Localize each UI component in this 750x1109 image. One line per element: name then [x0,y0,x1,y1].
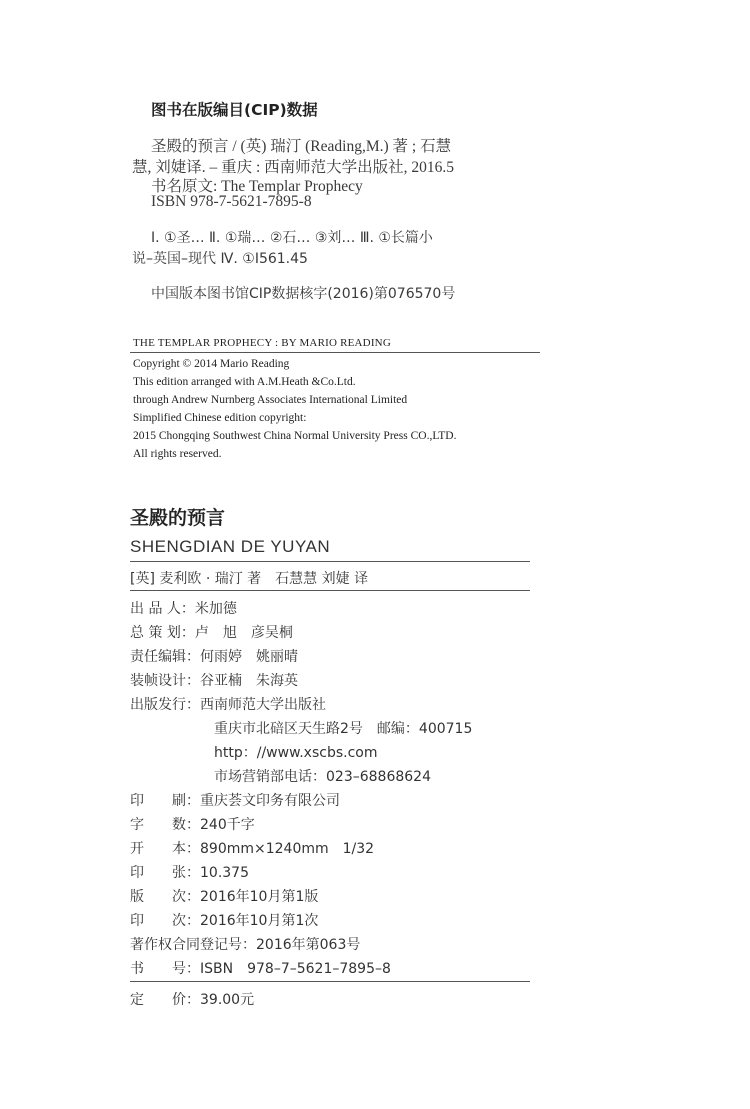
format-value: 890mm×1240mm 1/32 [200,841,375,857]
english-line-2: This edition arranged with A.M.Heath &Co.Ltd. [133,376,356,388]
format-label: 开 本： [130,841,200,857]
cip-heading: 图书在版编目(CIP)数据 [151,101,318,119]
editor-label: 责任编辑： [130,649,200,665]
design-row [130,670,298,690]
words-label: 字 数： [130,817,200,833]
producer-value: 米加德 [194,601,237,617]
sheets-value: 10.375 [200,865,249,881]
words-row [130,814,255,834]
cip-line-4: ISBN 978-7-5621-7895-8 [151,193,312,210]
english-line-5: 2015 Chongqing Southwest China Normal University Press CO.,LTD. [133,430,457,442]
english-line-3: through Andrew Nurnberg Associates International Limited [133,394,408,406]
design-value: 谷亚楠 朱海英 [200,673,298,689]
print-label: 印 刷： [130,793,200,809]
print-value: 重庆荟文印务有限公司 [200,793,340,809]
price-value: 39.00元 [200,992,255,1008]
planner-label: 总 策 划： [130,625,195,641]
copyright-reg-row [130,934,360,954]
address-line: 重庆市北碚区天生路2号 邮编：400715 [214,721,473,737]
cip-line-7: 中国版本图书馆CIP数据核字(2016)第076570号 [151,286,456,302]
english-title-line: THE TEMPLAR PROPHECY : BY MARIO READING [133,337,391,349]
cip-line-2: 慧, 刘婕译. – 重庆 : 西南师范大学出版社, 2016.5 [132,159,455,176]
cip-line-3: 书名原文: The Templar Prophecy [151,178,363,195]
format-row [130,838,374,858]
book-pinyin: SHENGDIAN DE YUYAN [130,537,331,556]
impression-label: 印 次： [130,913,200,929]
cip-line-5: Ⅰ. ①圣… Ⅱ. ①瑞… ②石… ③刘… Ⅲ. ①长篇小 [151,230,433,246]
divider-2 [130,561,530,562]
book-title: 圣殿的预言 [130,507,226,529]
isbn-label: 书 号： [130,961,200,977]
publisher-value: 西南师范大学出版社 [200,697,326,713]
english-line-6: All rights reserved. [133,448,222,460]
price-row [130,989,254,1009]
words-value: 240千字 [200,817,255,833]
editor-row [130,646,298,666]
sheets-label: 印 张： [130,865,200,881]
isbn-row [130,958,391,978]
divider-4 [130,981,530,982]
copyright-reg-value: 2016年第063号 [256,937,361,953]
divider-3 [130,590,530,591]
planner-row [130,622,293,642]
copyright-reg-label: 著作权合同登记号： [130,937,256,953]
publisher-row [130,694,326,714]
print-row [130,790,340,810]
divider-1 [130,352,540,353]
producer-row [130,598,237,618]
edition-label: 版 次： [130,889,200,905]
english-line-1: Copyright © 2014 Mario Reading [133,358,290,370]
cip-line-1: 圣殿的预言 / (英) 瑞汀 (Reading,M.) 著 ; 石慧 [151,138,452,155]
english-line-4: Simplified Chinese edition copyright: [133,412,307,424]
design-label: 装帧设计： [130,673,200,689]
isbn-value: ISBN 978–7–5621–7895–8 [200,961,391,977]
edition-row [130,886,318,906]
planner-value: 卢 旭 彦吴桐 [194,625,293,641]
phone-line: 市场营销部电话：023–68868624 [214,769,431,785]
book-credit: [英] 麦利欧 · 瑞汀 著 石慧慧 刘婕 译 [130,571,369,587]
producer-label: 出 品 人： [130,601,195,617]
impression-value: 2016年10月第1次 [200,913,319,929]
website-line: http：//www.xscbs.com [214,745,378,761]
sheets-row [130,862,249,882]
edition-value: 2016年10月第1版 [200,889,319,905]
publisher-label: 出版发行： [130,697,200,713]
cip-line-6: 说–英国–现代 Ⅳ. ①I561.45 [132,251,308,267]
price-label: 定 价： [130,992,200,1008]
editor-value: 何雨婷 姚丽晴 [200,649,298,665]
impression-row [130,910,318,930]
